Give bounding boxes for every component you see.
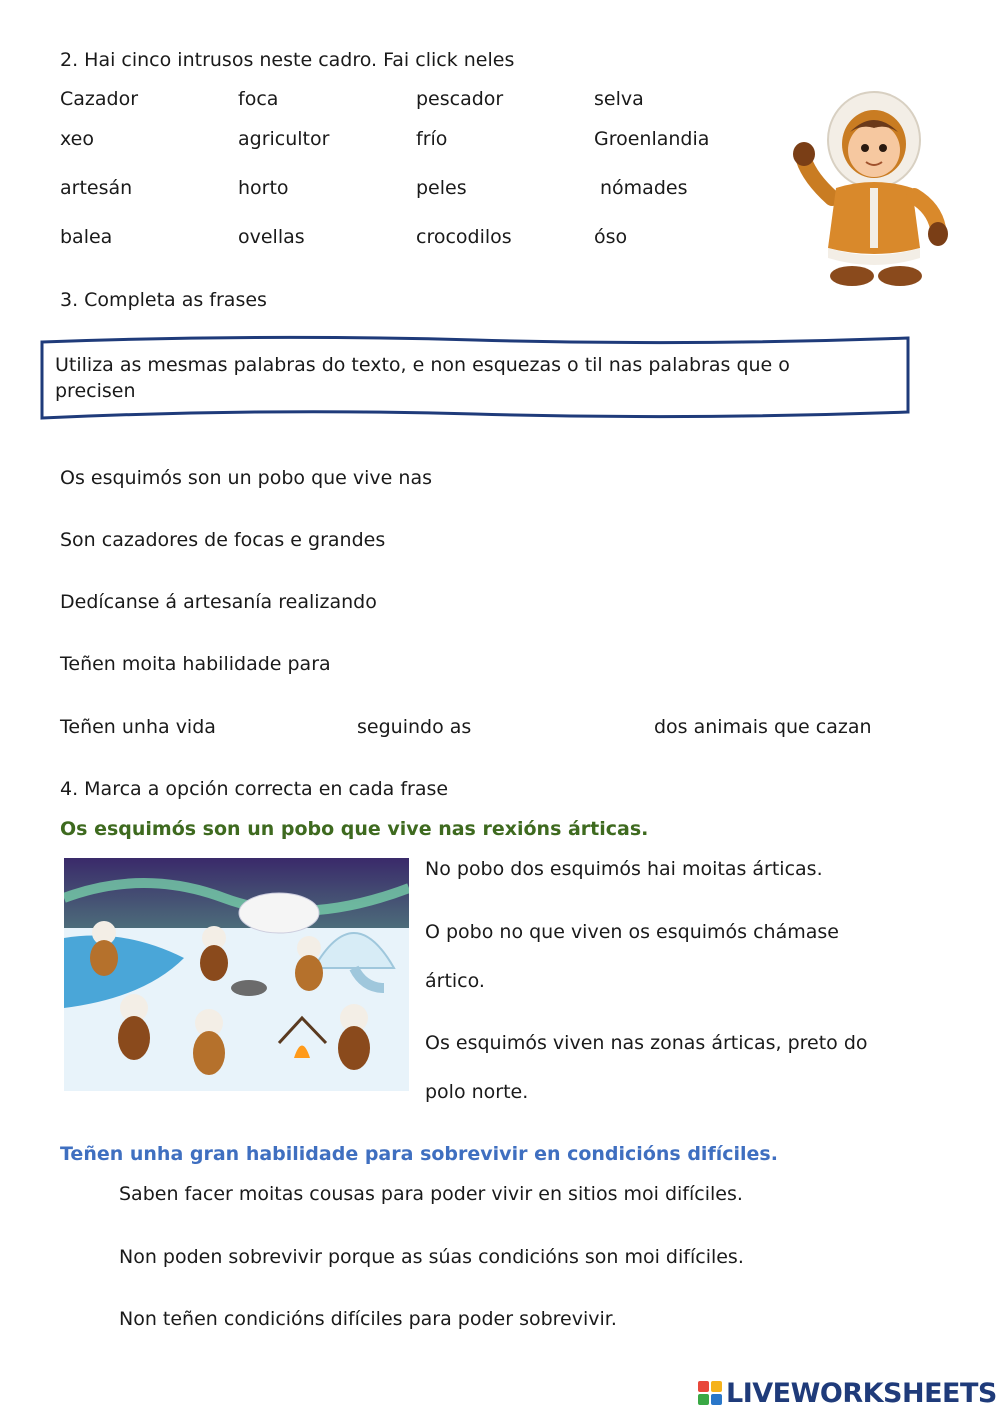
word-cell[interactable]: nómades: [600, 177, 688, 199]
arctic-scene-illustration: [64, 858, 409, 1091]
word-cell[interactable]: artesán: [60, 177, 133, 199]
option-1-3-continued[interactable]: polo norte.: [425, 1081, 529, 1103]
sentence-2: Son cazadores de focas e grandes: [60, 529, 386, 551]
option-1-1[interactable]: No pobo dos esquimós hai moitas árticas.: [425, 858, 823, 880]
sentence-1: Os esquimós son un pobo que vive nas: [60, 467, 432, 489]
option-1-3[interactable]: Os esquimós viven nas zonas árticas, preto do: [425, 1032, 868, 1054]
sentence-5-part-2: seguindo as: [357, 716, 472, 738]
option-2-1[interactable]: Saben facer moitas cousas para poder vivir en sitios moi difíciles.: [119, 1183, 743, 1205]
statement-1: Os esquimós son un pobo que vive nas rexións árticas.: [60, 818, 649, 840]
option-2-3[interactable]: Non teñen condicións difíciles para poder sobrevivir.: [119, 1308, 617, 1330]
word-cell[interactable]: xeo: [60, 128, 94, 150]
logo-text: LIVEWORKSHEETS: [726, 1377, 997, 1409]
word-cell[interactable]: balea: [60, 226, 113, 248]
statement-2: Teñen unha gran habilidade para sobrevivir en condicións difíciles.: [60, 1143, 778, 1165]
sentence-5-part-3: dos animais que cazan: [654, 716, 872, 738]
logo-grid-icon: [698, 1381, 722, 1405]
word-cell[interactable]: pescador: [416, 88, 504, 110]
question-4-title: 4. Marca a opción correcta en cada frase: [60, 778, 449, 800]
word-cell[interactable]: Cazador: [60, 88, 139, 110]
word-cell[interactable]: peles: [416, 177, 467, 199]
word-cell[interactable]: horto: [238, 177, 289, 199]
question-3-title: 3. Completa as frases: [60, 289, 267, 311]
word-cell[interactable]: crocodilos: [416, 226, 512, 248]
word-cell[interactable]: Groenlandia: [594, 128, 710, 150]
sentence-4: Teñen moita habilidade para: [60, 653, 331, 675]
word-cell[interactable]: óso: [594, 226, 628, 248]
instruction-box: [40, 334, 910, 420]
sentence-3: Dedícanse á artesanía realizando: [60, 591, 377, 613]
word-cell[interactable]: agricultor: [238, 128, 330, 150]
option-2-2[interactable]: Non poden sobrevivir porque as súas condicións son moi difíciles.: [119, 1246, 744, 1268]
question-2-title: 2. Hai cinco intrusos neste cadro. Fai click neles: [60, 49, 515, 71]
instruction-text: Utiliza as mesmas palabras do texto, e non esquezas o til nas palabras que o precisen: [55, 354, 790, 402]
option-1-2[interactable]: O pobo no que viven os esquimós chámase: [425, 921, 839, 943]
eskimo-child-illustration: [792, 88, 957, 288]
liveworksheets-logo: [698, 1378, 997, 1408]
option-1-2-continued[interactable]: ártico.: [425, 970, 485, 992]
word-cell[interactable]: frío: [416, 128, 448, 150]
word-cell[interactable]: selva: [594, 88, 644, 110]
word-cell[interactable]: foca: [238, 88, 279, 110]
word-cell[interactable]: ovellas: [238, 226, 305, 248]
sentence-5-part-1: Teñen unha vida: [60, 716, 216, 738]
